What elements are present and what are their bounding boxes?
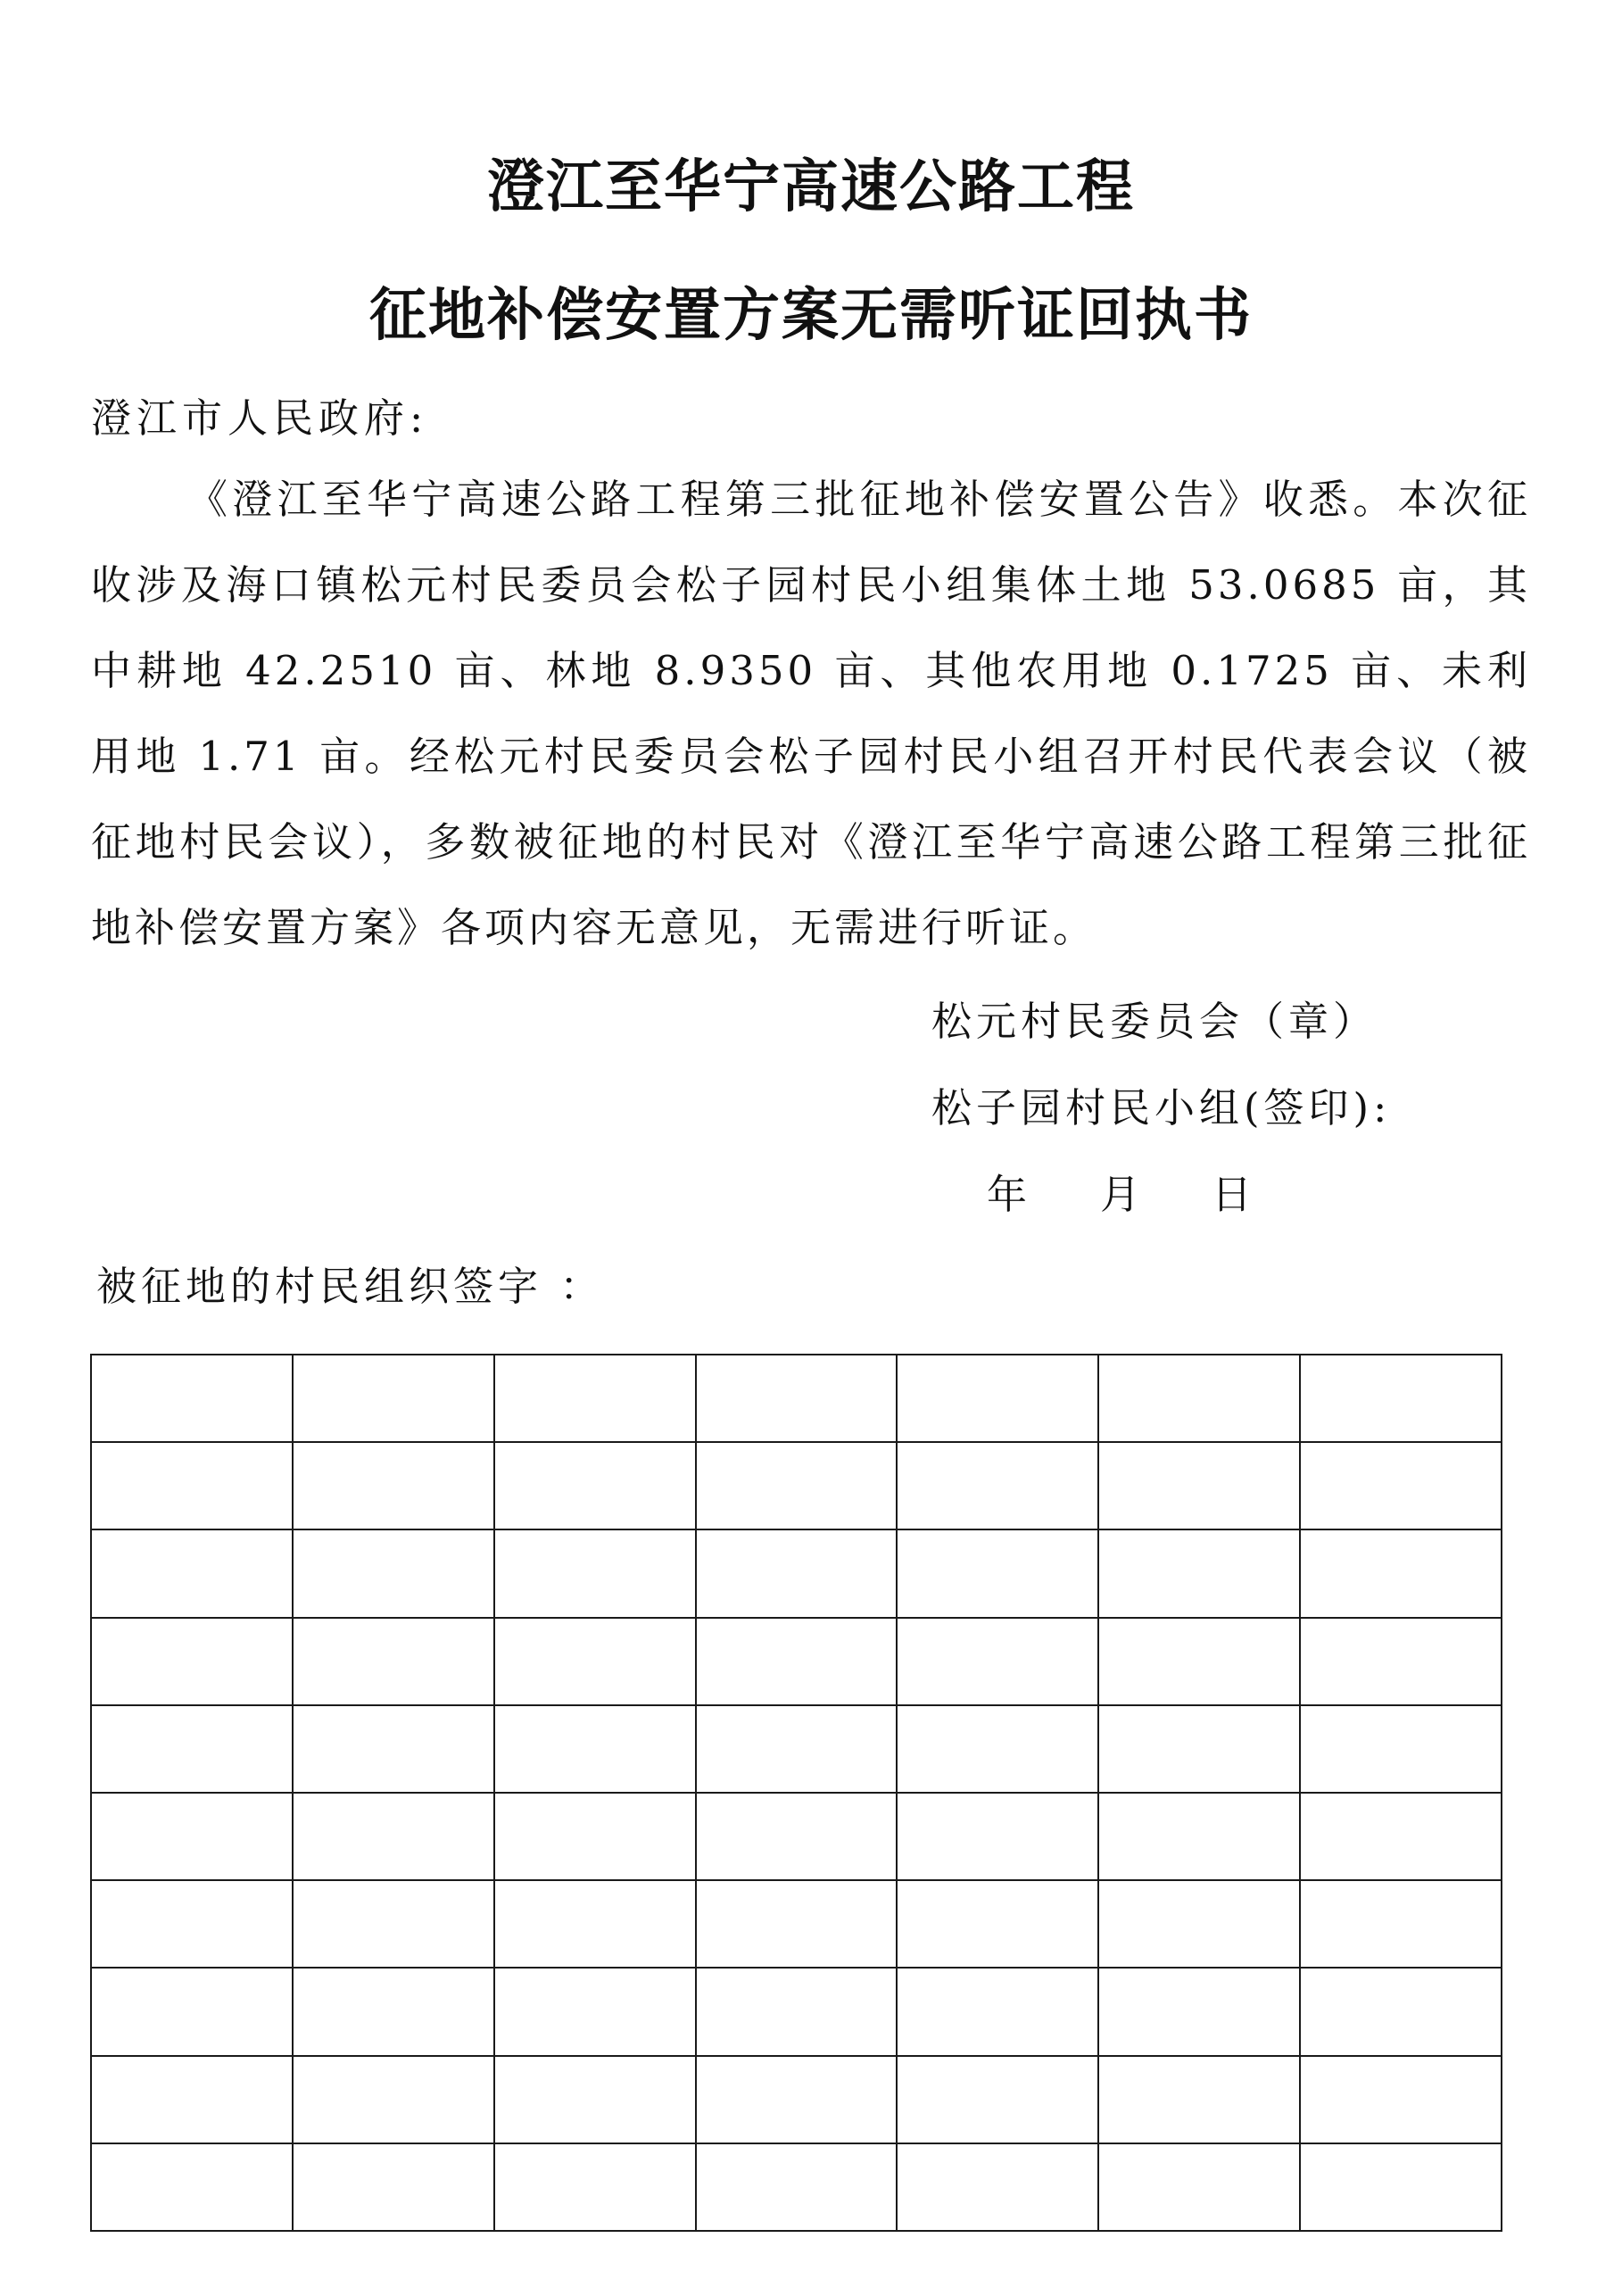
signature-cell xyxy=(91,2143,293,2231)
addressee: 澄江市人民政府: xyxy=(91,394,429,442)
signature-cell xyxy=(696,2056,898,2143)
signature-table-row xyxy=(91,1968,1502,2055)
signature-cell xyxy=(91,1618,293,1705)
signature-cell xyxy=(897,1442,1098,1529)
signature-cell xyxy=(1300,2143,1502,2231)
signature-cell xyxy=(1098,2056,1300,2143)
signature-cell xyxy=(293,1705,494,1793)
signature-table-row xyxy=(91,1442,1502,1529)
signature-cell xyxy=(897,1968,1098,2055)
signature-cell xyxy=(91,1880,293,1968)
signature-cell xyxy=(1098,2143,1300,2231)
signature-cell xyxy=(1300,1442,1502,1529)
signature-cell xyxy=(494,1968,696,2055)
body-paragraph: 《澄江至华宁高速公路工程第三批征地补偿安置公告》收悉。本次征收涉及海口镇松元村民委员会松子园村民小组集体土地 53.0685 亩，其中耕地 42.2510 亩、林地 8.9350 亩、其他农用地 0.1725 亩、未利用地 1.71 亩。经松元村民委员会松子园村民小组召开村民代表会议（被征地村民会议），多数被征地的村民对《澄江至华宁高速公路工程第三批征地补偿安置方案》各项内容无意见，无需进行听证。 xyxy=(91,476,1531,951)
signature-cell xyxy=(293,1793,494,1880)
signature-cell xyxy=(897,1880,1098,1968)
signature-cell xyxy=(1300,1968,1502,2055)
signature-cell xyxy=(1098,1442,1300,1529)
signature-cell xyxy=(293,2143,494,2231)
signature-cell xyxy=(91,1355,293,1442)
signature-cell xyxy=(1098,1618,1300,1705)
signature-cell xyxy=(91,1968,293,2055)
date-year-label: 年 xyxy=(987,1171,1028,1218)
signature-cell xyxy=(1098,1355,1300,1442)
group-signature-line: 松子园村民小组(签印): xyxy=(931,1084,1392,1131)
signature-cell xyxy=(897,1355,1098,1442)
signature-cell xyxy=(494,2143,696,2231)
signature-cell xyxy=(1300,1793,1502,1880)
date-month-label: 月 xyxy=(1100,1171,1141,1218)
signature-cell xyxy=(494,1705,696,1793)
signature-table-row xyxy=(91,1793,1502,1880)
signature-cell xyxy=(494,2056,696,2143)
signature-cell xyxy=(1300,1880,1502,1968)
signature-cell xyxy=(696,1442,898,1529)
signature-cell xyxy=(494,1529,696,1617)
signature-cell xyxy=(293,1968,494,2055)
signature-cell xyxy=(1098,1529,1300,1617)
signature-table xyxy=(90,1354,1502,2232)
signature-table-row xyxy=(91,1618,1502,1705)
signature-cell xyxy=(696,1618,898,1705)
signature-table-row xyxy=(91,1880,1502,1968)
signature-cell xyxy=(897,2056,1098,2143)
signature-cell xyxy=(897,2143,1098,2231)
signature-cell xyxy=(696,1529,898,1617)
signature-cell xyxy=(293,1529,494,1617)
signature-table-row xyxy=(91,2056,1502,2143)
signature-table-row xyxy=(91,1529,1502,1617)
signature-cell xyxy=(1098,1968,1300,2055)
signature-cell xyxy=(91,1793,293,1880)
signature-cell xyxy=(897,1529,1098,1617)
signature-cell xyxy=(91,2056,293,2143)
signature-cell xyxy=(293,1355,494,1442)
date-day-label: 日 xyxy=(1212,1171,1253,1218)
signature-cell xyxy=(1098,1705,1300,1793)
signature-cell xyxy=(897,1705,1098,1793)
signature-cell xyxy=(91,1529,293,1617)
signature-table-row xyxy=(91,2143,1502,2231)
signature-cell xyxy=(91,1705,293,1793)
signature-cell xyxy=(1300,1529,1502,1617)
signature-cell xyxy=(696,1355,898,1442)
signature-cell xyxy=(696,1793,898,1880)
signature-cell xyxy=(1300,2056,1502,2143)
signature-table-row xyxy=(91,1355,1502,1442)
signature-table-row xyxy=(91,1705,1502,1793)
signature-section-label: 被征地的村民组织签字 ： xyxy=(96,1263,605,1310)
document-title-line-1: 澄江至华宁高速公路工程 xyxy=(487,154,1135,220)
signature-cell xyxy=(293,2056,494,2143)
document-title-line-2: 征地补偿安置方案无需听证回执书 xyxy=(369,283,1253,349)
signature-cell xyxy=(897,1793,1098,1880)
signature-cell xyxy=(494,1880,696,1968)
signature-cell xyxy=(494,1442,696,1529)
signature-cell xyxy=(293,1880,494,1968)
signature-cell xyxy=(897,1618,1098,1705)
signature-cell xyxy=(494,1793,696,1880)
signature-cell xyxy=(696,1705,898,1793)
signature-cell xyxy=(91,1442,293,1529)
signature-cell xyxy=(494,1618,696,1705)
signature-cell xyxy=(696,1968,898,2055)
signature-cell xyxy=(1300,1705,1502,1793)
signature-cell xyxy=(494,1355,696,1442)
signature-cell xyxy=(696,1880,898,1968)
signature-cell xyxy=(293,1618,494,1705)
committee-seal-line: 松元村民委员会（章） xyxy=(931,998,1378,1045)
signature-cell xyxy=(1098,1793,1300,1880)
signature-cell xyxy=(696,2143,898,2231)
signature-cell xyxy=(293,1442,494,1529)
signature-cell xyxy=(1300,1355,1502,1442)
signature-cell xyxy=(1300,1618,1502,1705)
signature-cell xyxy=(1098,1880,1300,1968)
